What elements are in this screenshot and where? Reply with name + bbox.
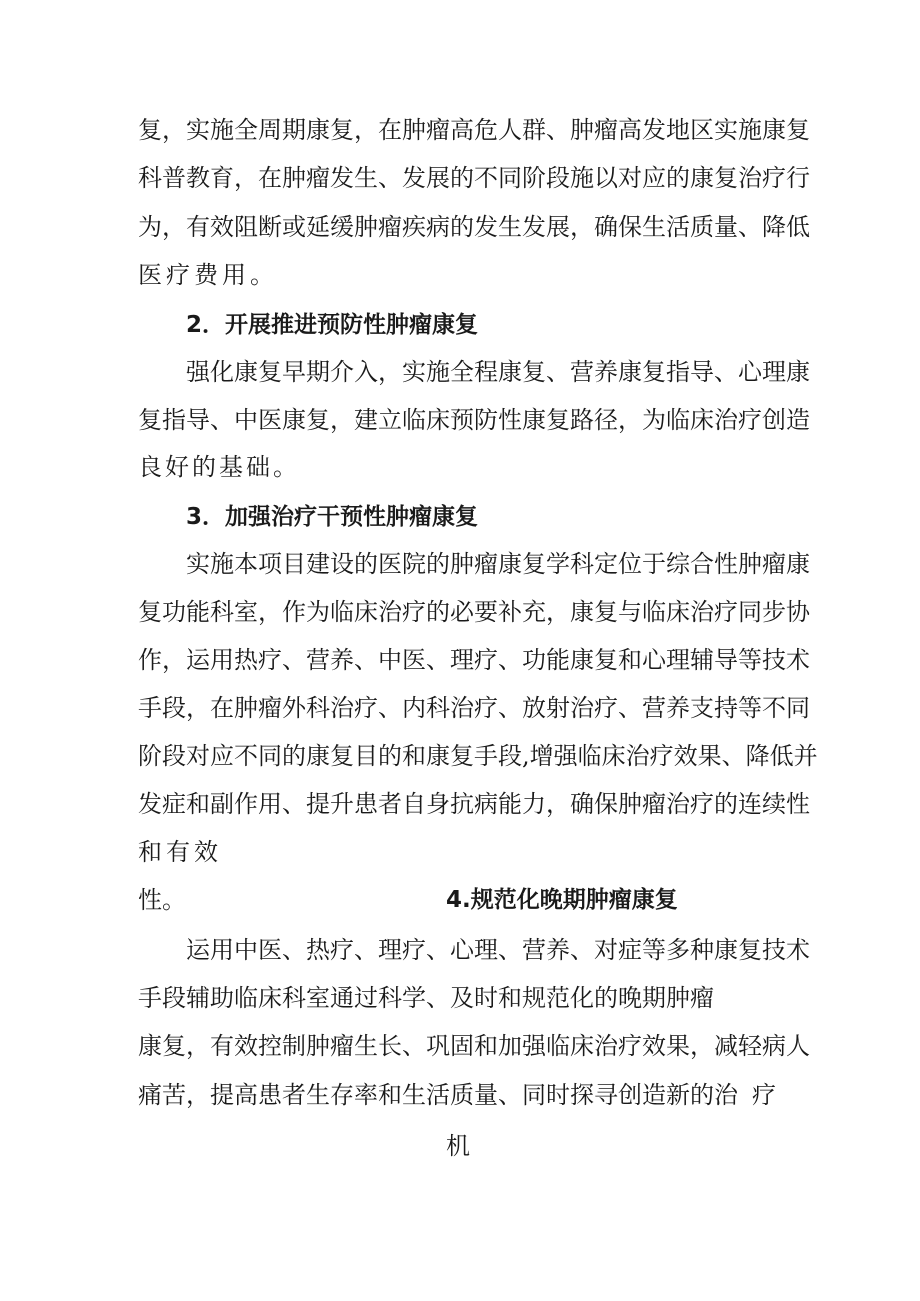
section-heading-4: 4.规范化晚期肿瘤康复 [446, 887, 678, 913]
paragraph-line: 良好的基础。 [138, 453, 300, 481]
paragraph-line: 复功能科室，作为临床治疗的必要补充，康复与临床治疗同步协 [138, 598, 810, 626]
paragraph-line: 复，实施全周期康复，在肿瘤高危人群、肿瘤高发地区实施康复 [138, 116, 810, 144]
paragraph-line: 疗 [752, 1081, 776, 1109]
paragraph-line: 医疗费用。 [138, 261, 278, 289]
paragraph-line: 痛苦，提高患者生存率和生活质量、同时探寻创造新的治 [138, 1081, 738, 1109]
paragraph-line: 运用中医、热疗、理疗、心理、营养、对症等多种康复技术 [186, 936, 810, 964]
paragraph-line: 实施本项目建设的医院的肿瘤康复学科定位于综合性肿瘤康 [186, 550, 810, 578]
paragraph-line: 强化康复早期介入，实施全程康复、营养康复指导、心理康 [186, 358, 810, 386]
paragraph-line: 复指导、中医康复，建立临床预防性康复路径，为临床治疗创造 [138, 406, 810, 434]
paragraph-line: 发症和副作用、提升患者自身抗病能力，确保肿瘤治疗的连续性 [138, 790, 810, 818]
paragraph-line: 为，有效阻断或延缓肿瘤疾病的发生发展，确保生活质量、降低 [138, 213, 810, 241]
section-heading-2: 2．开展推进预防性肿瘤康复 [186, 312, 479, 338]
paragraph-line: 科普教育，在肿瘤发生、发展的不同阶段施以对应的康复治疗行 [138, 164, 810, 192]
paragraph-line: 和有效 [138, 838, 222, 866]
paragraph-line: 机 [446, 1132, 470, 1160]
paragraph-line: 康复，有效控制肿瘤生长、巩固和加强临床治疗效果，减轻病人 [138, 1032, 810, 1060]
paragraph-line: 作，运用热疗、营养、中医、理疗、功能康复和心理辅导等技术 [138, 646, 810, 674]
paragraph-line: 手段辅助临床科室通过科学、及时和规范化的晚期肿瘤 [138, 984, 714, 1012]
paragraph-line: 手段，在肿瘤外科治疗、内科治疗、放射治疗、营养支持等不同 [138, 694, 810, 722]
section-heading-3: 3．加强治疗干预性肿瘤康复 [186, 504, 479, 530]
paragraph-line: 阶段对应不同的康复目的和康复手段,增强临床治疗效果、降低并 [138, 742, 818, 770]
paragraph-line: 性。 [138, 886, 186, 914]
